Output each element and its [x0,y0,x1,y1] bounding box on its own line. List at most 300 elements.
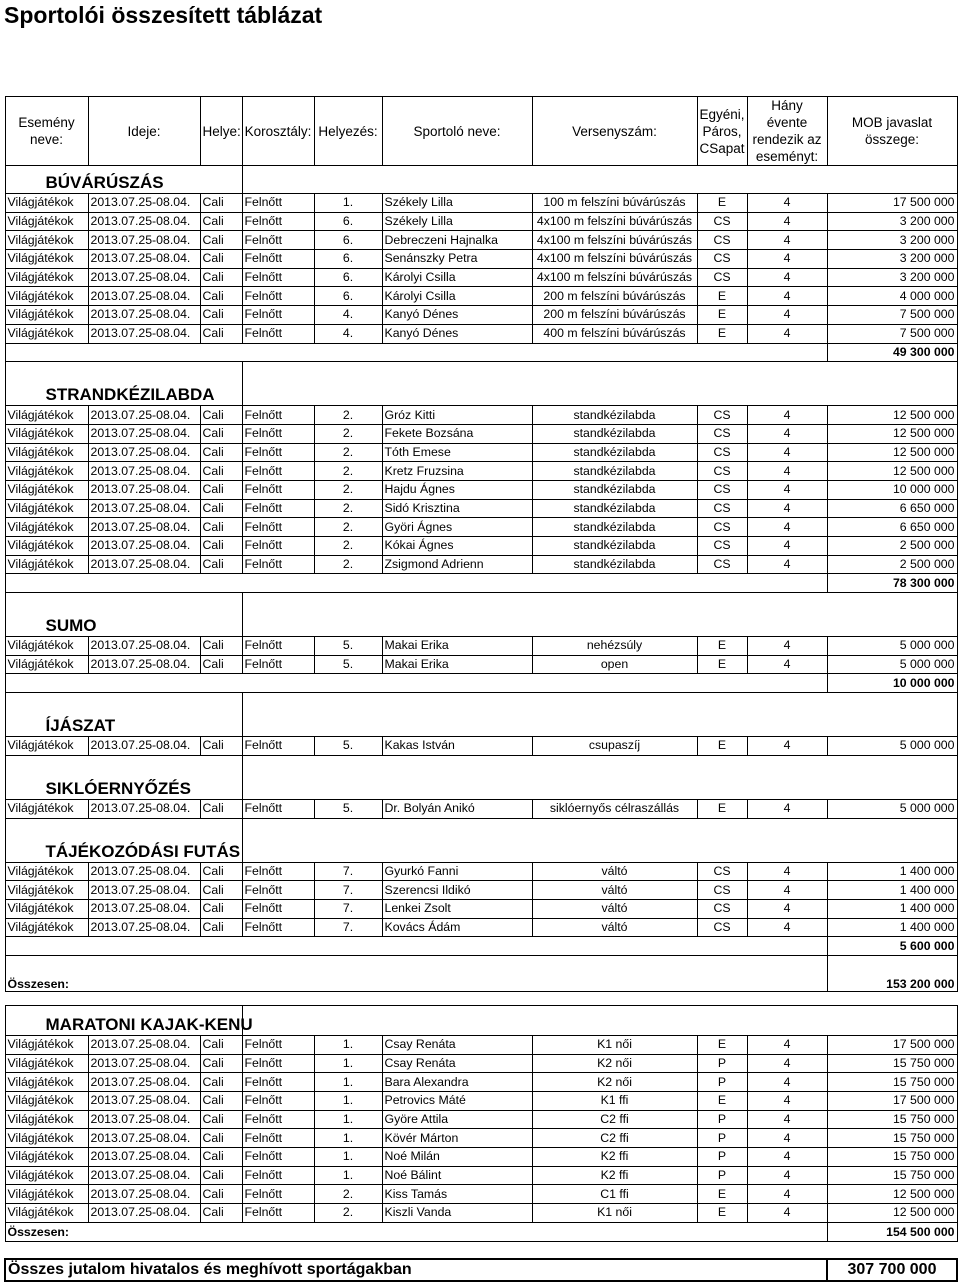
section-header [5,693,957,737]
cell-discipline: standkézilabda [532,406,697,425]
cell-type: P [697,1166,747,1185]
table-row [5,1166,957,1185]
cell-date: 2013.07.25-08.04. [88,424,200,443]
cell-type: CS [697,443,747,462]
cell-event: Világjátékok [5,1185,88,1204]
cell-placing: 1. [314,1129,382,1148]
cell-amount: 6 650 000 [827,518,957,537]
section-header [5,593,957,637]
cell-amount: 15 750 000 [827,1054,957,1073]
cell-type: CS [697,268,747,287]
cell-discipline: siklóernyős célraszállás [532,799,697,818]
cell-date: 2013.07.25-08.04. [88,443,200,462]
cell-discipline: K2 ffi [532,1148,697,1167]
cell-date: 2013.07.25-08.04. [88,1166,200,1185]
cell-amount: 1 400 000 [827,899,957,918]
cell-event: Világjátékok [5,737,88,756]
table-row [5,655,957,674]
cell-date: 2013.07.25-08.04. [88,899,200,918]
cell-place: Cali [200,881,242,900]
cell-discipline: 4x100 m felszíni búvárúszás [532,231,697,250]
cell-athlete: Kretz Fruzsina [382,462,532,481]
cell-athlete: Sidó Krisztina [382,499,532,518]
total-value: 154 500 000 [827,1222,957,1241]
section-filler [242,166,957,194]
cell-place: Cali [200,462,242,481]
cell-date: 2013.07.25-08.04. [88,324,200,343]
cell-type: E [697,1185,747,1204]
subtotal-spacer [5,574,827,593]
cell-amount: 5 000 000 [827,655,957,674]
cell-placing: 2. [314,555,382,574]
cell-place: Cali [200,231,242,250]
cell-agegroup: Felnőtt [242,231,314,250]
cell-athlete: Kanyó Dénes [382,324,532,343]
cell-athlete: Senánszky Petra [382,250,532,269]
table-row [5,555,957,574]
table-row [5,1054,957,1073]
table-row [5,443,957,462]
spacer-cell [5,991,957,1005]
cell-placing: 6. [314,250,382,269]
cell-amount: 12 500 000 [827,443,957,462]
table-row [5,537,957,556]
cell-frequency: 4 [747,406,827,425]
cell-event: Világjátékok [5,306,88,325]
cell-placing: 7. [314,862,382,881]
cell-discipline: csupaszíj [532,737,697,756]
grand-total-value: 307 700 000 [827,1259,957,1281]
table-row [5,799,957,818]
cell-event: Világjátékok [5,1035,88,1054]
cell-discipline: váltó [532,899,697,918]
header-event: Esemény neve: [5,97,88,166]
table-row [5,480,957,499]
cell-placing: 5. [314,737,382,756]
cell-place: Cali [200,443,242,462]
cell-place: Cali [200,212,242,231]
spacer-row [5,991,957,1005]
cell-amount: 12 500 000 [827,1185,957,1204]
cell-type: CS [697,480,747,499]
cell-athlete: Székely Lilla [382,212,532,231]
cell-type: P [697,1073,747,1092]
cell-athlete: Károlyi Csilla [382,268,532,287]
table-row [5,268,957,287]
cell-athlete: Lenkei Zsolt [382,899,532,918]
section-title: SUMO [5,593,242,637]
table-row [5,1073,957,1092]
cell-event: Világjátékok [5,462,88,481]
cell-athlete: Petrovics Máté [382,1092,532,1111]
cell-frequency: 4 [747,268,827,287]
cell-type: CS [697,462,747,481]
cell-frequency: 4 [747,1110,827,1129]
cell-amount: 10 000 000 [827,480,957,499]
cell-agegroup: Felnőtt [242,1073,314,1092]
cell-agegroup: Felnőtt [242,499,314,518]
cell-place: Cali [200,324,242,343]
cell-place: Cali [200,537,242,556]
section-header [5,1005,957,1035]
cell-type: E [697,799,747,818]
cell-athlete: Csay Renáta [382,1054,532,1073]
cell-place: Cali [200,1166,242,1185]
cell-event: Világjátékok [5,862,88,881]
cell-date: 2013.07.25-08.04. [88,406,200,425]
cell-agegroup: Felnőtt [242,1054,314,1073]
cell-date: 2013.07.25-08.04. [88,1148,200,1167]
section-filler [242,593,957,637]
table-row [5,194,957,213]
cell-date: 2013.07.25-08.04. [88,1073,200,1092]
cell-event: Világjátékok [5,406,88,425]
cell-type: E [697,737,747,756]
table-row [5,862,957,881]
cell-athlete: Zsigmond Adrienn [382,555,532,574]
cell-frequency: 4 [747,1073,827,1092]
cell-place: Cali [200,1110,242,1129]
cell-athlete: Csay Renáta [382,1035,532,1054]
cell-agegroup: Felnőtt [242,1092,314,1111]
cell-discipline: 400 m felszíni búvárúszás [532,324,697,343]
cell-placing: 2. [314,1204,382,1223]
cell-agegroup: Felnőtt [242,637,314,656]
cell-athlete: Bara Alexandra [382,1073,532,1092]
cell-athlete: Fekete Bozsána [382,424,532,443]
cell-frequency: 4 [747,287,827,306]
cell-date: 2013.07.25-08.04. [88,212,200,231]
header-athlete: Sportoló neve: [382,97,532,166]
cell-event: Világjátékok [5,1204,88,1223]
cell-amount: 1 400 000 [827,918,957,937]
cell-discipline: standkézilabda [532,424,697,443]
cell-place: Cali [200,406,242,425]
cell-agegroup: Felnőtt [242,194,314,213]
cell-type: E [697,1035,747,1054]
cell-place: Cali [200,1185,242,1204]
cell-placing: 6. [314,231,382,250]
cell-amount: 15 750 000 [827,1073,957,1092]
cell-agegroup: Felnőtt [242,1148,314,1167]
cell-event: Világjátékok [5,881,88,900]
cell-type: CS [697,881,747,900]
cell-event: Világjátékok [5,637,88,656]
cell-type: E [697,287,747,306]
cell-athlete: Gyurkó Fanni [382,862,532,881]
subtotal-row [5,574,957,593]
cell-amount: 3 200 000 [827,212,957,231]
cell-event: Világjátékok [5,918,88,937]
table-row [5,231,957,250]
cell-athlete: Györe Attila [382,1110,532,1129]
cell-place: Cali [200,1073,242,1092]
subtotal-spacer [5,674,827,693]
cell-agegroup: Felnőtt [242,1110,314,1129]
cell-agegroup: Felnőtt [242,406,314,425]
cell-placing: 1. [314,1073,382,1092]
cell-type: CS [697,231,747,250]
cell-amount: 12 500 000 [827,406,957,425]
cell-place: Cali [200,1092,242,1111]
cell-frequency: 4 [747,231,827,250]
cell-discipline: C1 ffi [532,1185,697,1204]
table-row [5,287,957,306]
cell-frequency: 4 [747,862,827,881]
cell-discipline: 200 m felszíni búvárúszás [532,306,697,325]
section-title: SIKLÓERNYŐZÉS [5,755,242,799]
table-row [5,406,957,425]
cell-event: Világjátékok [5,250,88,269]
cell-placing: 5. [314,799,382,818]
section-title: MARATONI KAJAK-KENU [5,1005,242,1035]
cell-event: Világjátékok [5,324,88,343]
cell-agegroup: Felnőtt [242,918,314,937]
cell-type: E [697,1092,747,1111]
cell-frequency: 4 [747,1035,827,1054]
cell-amount: 1 400 000 [827,862,957,881]
cell-athlete: Székely Lilla [382,194,532,213]
cell-discipline: váltó [532,881,697,900]
table-row [5,899,957,918]
cell-date: 2013.07.25-08.04. [88,480,200,499]
subtotal-spacer [5,937,827,956]
grand-total-row [5,1259,957,1281]
cell-athlete: Szerencsi Ildikó [382,881,532,900]
cell-discipline: C2 ffi [532,1129,697,1148]
cell-frequency: 4 [747,899,827,918]
section-filler [242,755,957,799]
cell-type: CS [697,250,747,269]
cell-placing: 6. [314,287,382,306]
cell-event: Világjátékok [5,799,88,818]
summary-table [4,96,958,1282]
cell-event: Világjátékok [5,424,88,443]
cell-athlete: Noé Bálint [382,1166,532,1185]
cell-amount: 17 500 000 [827,194,957,213]
cell-agegroup: Felnőtt [242,250,314,269]
table-row [5,212,957,231]
cell-date: 2013.07.25-08.04. [88,499,200,518]
cell-event: Világjátékok [5,555,88,574]
table-row [5,462,957,481]
cell-discipline: standkézilabda [532,443,697,462]
subtotal-row [5,937,957,956]
cell-frequency: 4 [747,1185,827,1204]
cell-placing: 7. [314,918,382,937]
cell-amount: 1 400 000 [827,881,957,900]
cell-placing: 2. [314,443,382,462]
page-title: Sportolói összesített táblázat [4,2,323,28]
cell-placing: 2. [314,462,382,481]
cell-date: 2013.07.25-08.04. [88,287,200,306]
cell-frequency: 4 [747,250,827,269]
cell-type: P [697,1129,747,1148]
cell-frequency: 4 [747,1148,827,1167]
header-discipline: Versenyszám: [532,97,697,166]
cell-event: Világjátékok [5,443,88,462]
cell-place: Cali [200,555,242,574]
cell-event: Világjátékok [5,899,88,918]
cell-discipline: 100 m felszíni búvárúszás [532,194,697,213]
section-title: ÍJÁSZAT [5,693,242,737]
cell-agegroup: Felnőtt [242,537,314,556]
cell-date: 2013.07.25-08.04. [88,462,200,481]
cell-agegroup: Felnőtt [242,1129,314,1148]
table-row [5,324,957,343]
cell-placing: 2. [314,499,382,518]
cell-place: Cali [200,862,242,881]
table-row [5,1092,957,1111]
cell-placing: 2. [314,406,382,425]
cell-date: 2013.07.25-08.04. [88,194,200,213]
cell-type: P [697,1110,747,1129]
cell-date: 2013.07.25-08.04. [88,637,200,656]
cell-discipline: 4x100 m felszíni búvárúszás [532,268,697,287]
section-title: TÁJÉKOZÓDÁSI FUTÁS [5,818,242,862]
cell-athlete: Kanyó Dénes [382,306,532,325]
cell-type: P [697,1054,747,1073]
cell-placing: 2. [314,480,382,499]
table-body [5,166,957,1282]
cell-event: Világjátékok [5,1073,88,1092]
cell-type: E [697,655,747,674]
cell-event: Világjátékok [5,518,88,537]
cell-date: 2013.07.25-08.04. [88,655,200,674]
cell-type: P [697,1148,747,1167]
section-filler [242,693,957,737]
total-row [5,955,957,991]
cell-frequency: 4 [747,655,827,674]
cell-frequency: 4 [747,306,827,325]
cell-discipline: standkézilabda [532,555,697,574]
table-row [5,881,957,900]
cell-event: Világjátékok [5,268,88,287]
cell-discipline: 4x100 m felszíni búvárúszás [532,250,697,269]
cell-amount: 4 000 000 [827,287,957,306]
cell-place: Cali [200,1035,242,1054]
cell-placing: 2. [314,518,382,537]
cell-place: Cali [200,899,242,918]
cell-frequency: 4 [747,462,827,481]
cell-agegroup: Felnőtt [242,287,314,306]
cell-placing: 1. [314,1035,382,1054]
cell-frequency: 4 [747,1166,827,1185]
cell-frequency: 4 [747,1054,827,1073]
cell-event: Világjátékok [5,194,88,213]
subtotal-row [5,674,957,693]
cell-agegroup: Felnőtt [242,899,314,918]
cell-placing: 1. [314,1148,382,1167]
cell-placing: 6. [314,212,382,231]
cell-placing: 5. [314,637,382,656]
cell-frequency: 4 [747,424,827,443]
cell-placing: 2. [314,424,382,443]
cell-date: 2013.07.25-08.04. [88,1204,200,1223]
cell-discipline: 4x100 m felszíni búvárúszás [532,212,697,231]
cell-frequency: 4 [747,918,827,937]
cell-amount: 15 750 000 [827,1148,957,1167]
section-header [5,755,957,799]
cell-placing: 4. [314,324,382,343]
cell-event: Világjátékok [5,1110,88,1129]
cell-amount: 7 500 000 [827,324,957,343]
cell-place: Cali [200,499,242,518]
table-row [5,499,957,518]
table-row [5,518,957,537]
section-filler [242,1005,957,1035]
cell-discipline: K1 női [532,1204,697,1223]
cell-amount: 5 000 000 [827,737,957,756]
cell-placing: 2. [314,537,382,556]
cell-event: Világjátékok [5,1129,88,1148]
cell-athlete: Kovács Ádám [382,918,532,937]
cell-amount: 15 750 000 [827,1110,957,1129]
cell-placing: 4. [314,306,382,325]
cell-event: Világjátékok [5,499,88,518]
cell-discipline: 200 m felszíni búvárúszás [532,287,697,306]
cell-date: 2013.07.25-08.04. [88,737,200,756]
cell-place: Cali [200,518,242,537]
cell-type: E [697,194,747,213]
cell-athlete: Makai Erika [382,637,532,656]
cell-place: Cali [200,424,242,443]
header-frequency: Hány évente rendezik az eseményt: [747,97,827,166]
cell-type: CS [697,424,747,443]
cell-agegroup: Felnőtt [242,462,314,481]
cell-discipline: standkézilabda [532,499,697,518]
cell-placing: 1. [314,1166,382,1185]
cell-place: Cali [200,287,242,306]
cell-discipline: K2 női [532,1054,697,1073]
section-title: STRANDKÉZILABDA [5,362,242,406]
cell-type: CS [697,555,747,574]
subtotal-row [5,343,957,362]
cell-date: 2013.07.25-08.04. [88,1054,200,1073]
cell-date: 2013.07.25-08.04. [88,231,200,250]
cell-amount: 2 500 000 [827,537,957,556]
cell-date: 2013.07.25-08.04. [88,306,200,325]
cell-discipline: K1 női [532,1035,697,1054]
cell-agegroup: Felnőtt [242,424,314,443]
cell-place: Cali [200,194,242,213]
cell-athlete: Debreczeni Hajnalka [382,231,532,250]
header-placing: Helyezés: [314,97,382,166]
cell-placing: 1. [314,1110,382,1129]
cell-event: Világjátékok [5,1166,88,1185]
cell-frequency: 4 [747,212,827,231]
section-title: BÚVÁRÚSZÁS [5,166,242,194]
cell-agegroup: Felnőtt [242,1166,314,1185]
cell-type: E [697,637,747,656]
cell-frequency: 4 [747,555,827,574]
cell-amount: 3 200 000 [827,268,957,287]
subtotal-value: 10 000 000 [827,674,957,693]
cell-frequency: 4 [747,443,827,462]
cell-place: Cali [200,799,242,818]
cell-date: 2013.07.25-08.04. [88,799,200,818]
cell-athlete: Kókai Ágnes [382,537,532,556]
cell-date: 2013.07.25-08.04. [88,555,200,574]
cell-place: Cali [200,1148,242,1167]
cell-frequency: 4 [747,1092,827,1111]
cell-discipline: K2 ffi [532,1166,697,1185]
table-row [5,1148,957,1167]
cell-athlete: Hajdu Ágnes [382,480,532,499]
cell-date: 2013.07.25-08.04. [88,1092,200,1111]
cell-discipline: váltó [532,862,697,881]
cell-agegroup: Felnőtt [242,862,314,881]
